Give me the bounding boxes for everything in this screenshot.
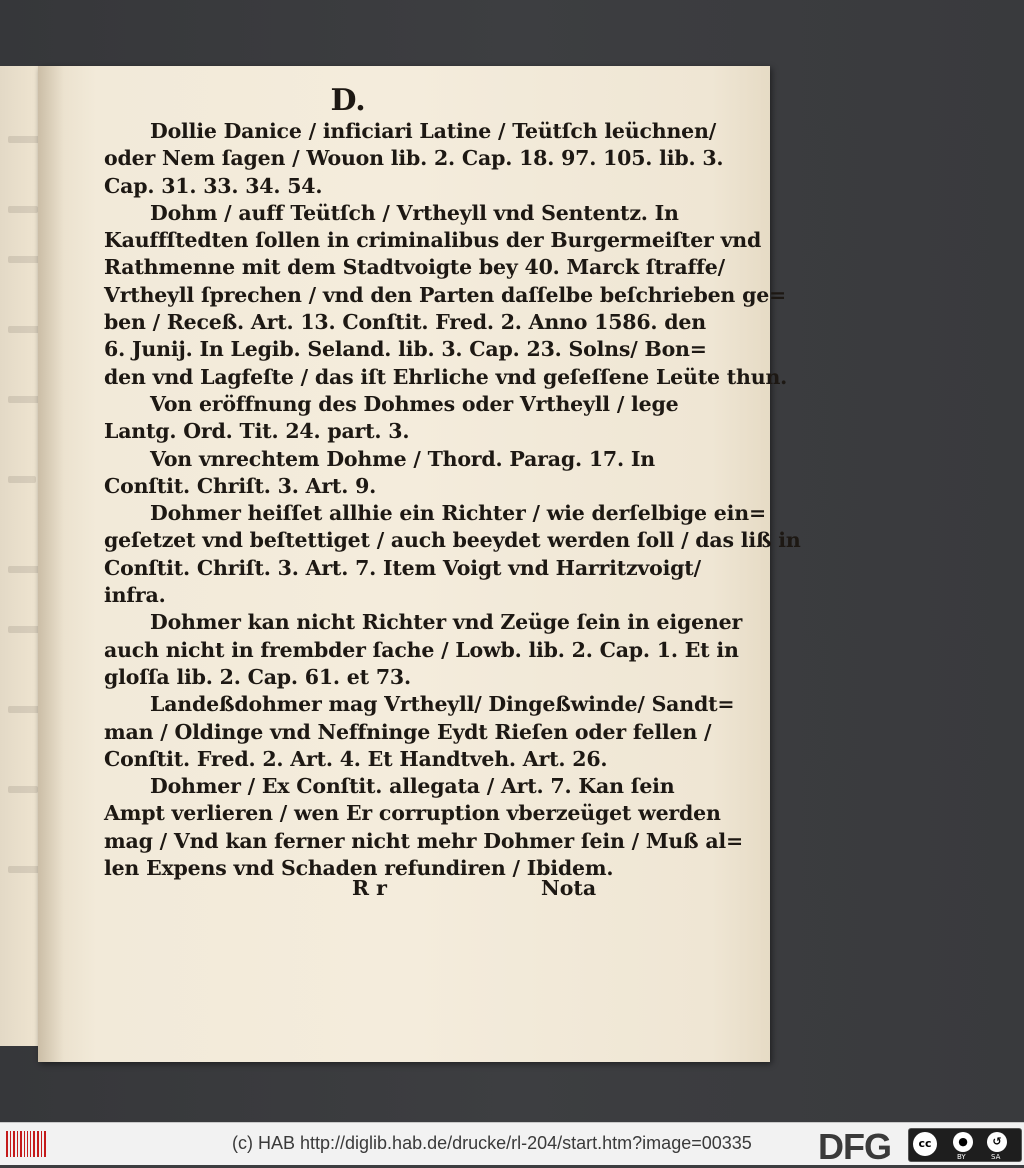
catchword: Nota (541, 876, 597, 900)
by-person-icon: ● (953, 1132, 973, 1152)
signature-mark: R r (352, 876, 387, 900)
book-page (38, 66, 801, 1062)
barcode-icon (6, 1131, 46, 1157)
cc-license-badge[interactable] (908, 1128, 1022, 1162)
text-line: Rathmenne mit dem Stadtvoigte bey 40. Marck ſtraffe/ (104, 255, 725, 280)
text-line: Conſtit. Chriſt. 3. Art. 7. Item Voigt vnd Harritzvoigt/ (104, 555, 701, 580)
share-alike-icon: ↺ (987, 1132, 1007, 1152)
text-line: Dohmer kan nicht Richter vnd Zeüge ſein in eigener (150, 610, 743, 635)
page-text (104, 83, 801, 882)
text-line: Kauffſtedten ſollen in criminalibus der Burgermeiſter vnd (104, 228, 762, 253)
text-line: Dollie Danice / inficiari Latine / Teütſch leüchnen/ (150, 119, 716, 143)
text-line: 6. Junij. In Legib. Seland. lib. 3. Cap. 23. Solns/ Bon= (104, 337, 707, 362)
text-line: Conſtit. Fred. 2. Art. 4. Et Handtveh. Art. 26. (104, 746, 608, 771)
text-line: Landeßdohmer mag Vrtheyll/ Dingeßwinde/ Sandt= (150, 692, 735, 717)
text-line: Ampt verlieren / wen Er corruption vberzeüget werden (104, 801, 721, 826)
page-heading: D. (330, 83, 366, 118)
footer-bar (0, 1122, 1024, 1165)
text-line: len Expens vnd Schaden refundiren / Ibidem. (104, 856, 614, 881)
by-label: BY (957, 1153, 966, 1161)
text-line: Conſtit. Chriſt. 3. Art. 9. (104, 473, 377, 498)
text-line: Dohmer heiſſet allhie ein Richter / wie derſelbige ein= (150, 501, 766, 526)
text-line: infra. (104, 583, 166, 608)
copyright-link[interactable]: (c) HAB http://diglib.hab.de/drucke/rl-204/start.htm?image=00335 (232, 1133, 752, 1153)
text-line: Vrtheyll ſprechen / vnd den Parten daſſelbe beſchrieben ge= (104, 282, 787, 307)
text-line: oder Nem ſagen / Wouon lib. 2. Cap. 18. 97. 105. lib. 3. (104, 146, 724, 171)
text-line: gloſſa lib. 2. Cap. 61. et 73. (104, 664, 411, 689)
text-line: auch nicht in frembder ſache / Lowb. lib. 2. Cap. 1. Et in (104, 637, 739, 662)
text-line: Dohm / auff Teütſch / Vrtheyll vnd Sententz. In (150, 200, 679, 225)
text-line: Von eröffnung des Dohmes oder Vrtheyll / lege (150, 391, 679, 416)
text-line: Lantg. Ord. Tit. 24. part. 3. (104, 419, 410, 444)
text-line: mag / Vnd kan ferner nicht mehr Dohmer ſein / Muß al= (104, 828, 743, 853)
text-line: Cap. 31. 33. 34. 54. (104, 173, 323, 198)
text-lines (104, 118, 801, 882)
text-line: Von vnrechtem Dohme / Thord. Parag. 17. In (150, 446, 655, 471)
dfg-logo: DFG (818, 1126, 891, 1167)
text-line: geſetzet vnd beſtettiget / auch beeydet werden ſoll / das liß in (104, 528, 801, 553)
text-line: ben / Receß. Art. 13. Conſtit. Fred. 2. Anno 1586. den (104, 310, 706, 335)
text-line: Dohmer / Ex Conſtit. allegata / Art. 7. Kan ſein (150, 774, 675, 799)
text-line: man / Oldinge vnd Neffninge Eydt Rieſen oder fellen / (104, 719, 712, 744)
cc-icon: cc (913, 1132, 937, 1156)
sa-label: SA (991, 1153, 1001, 1161)
text-line: den vnd Lagfeſte / das iſt Ehrliche vnd geſeſſene Leüte thun. (104, 364, 788, 389)
